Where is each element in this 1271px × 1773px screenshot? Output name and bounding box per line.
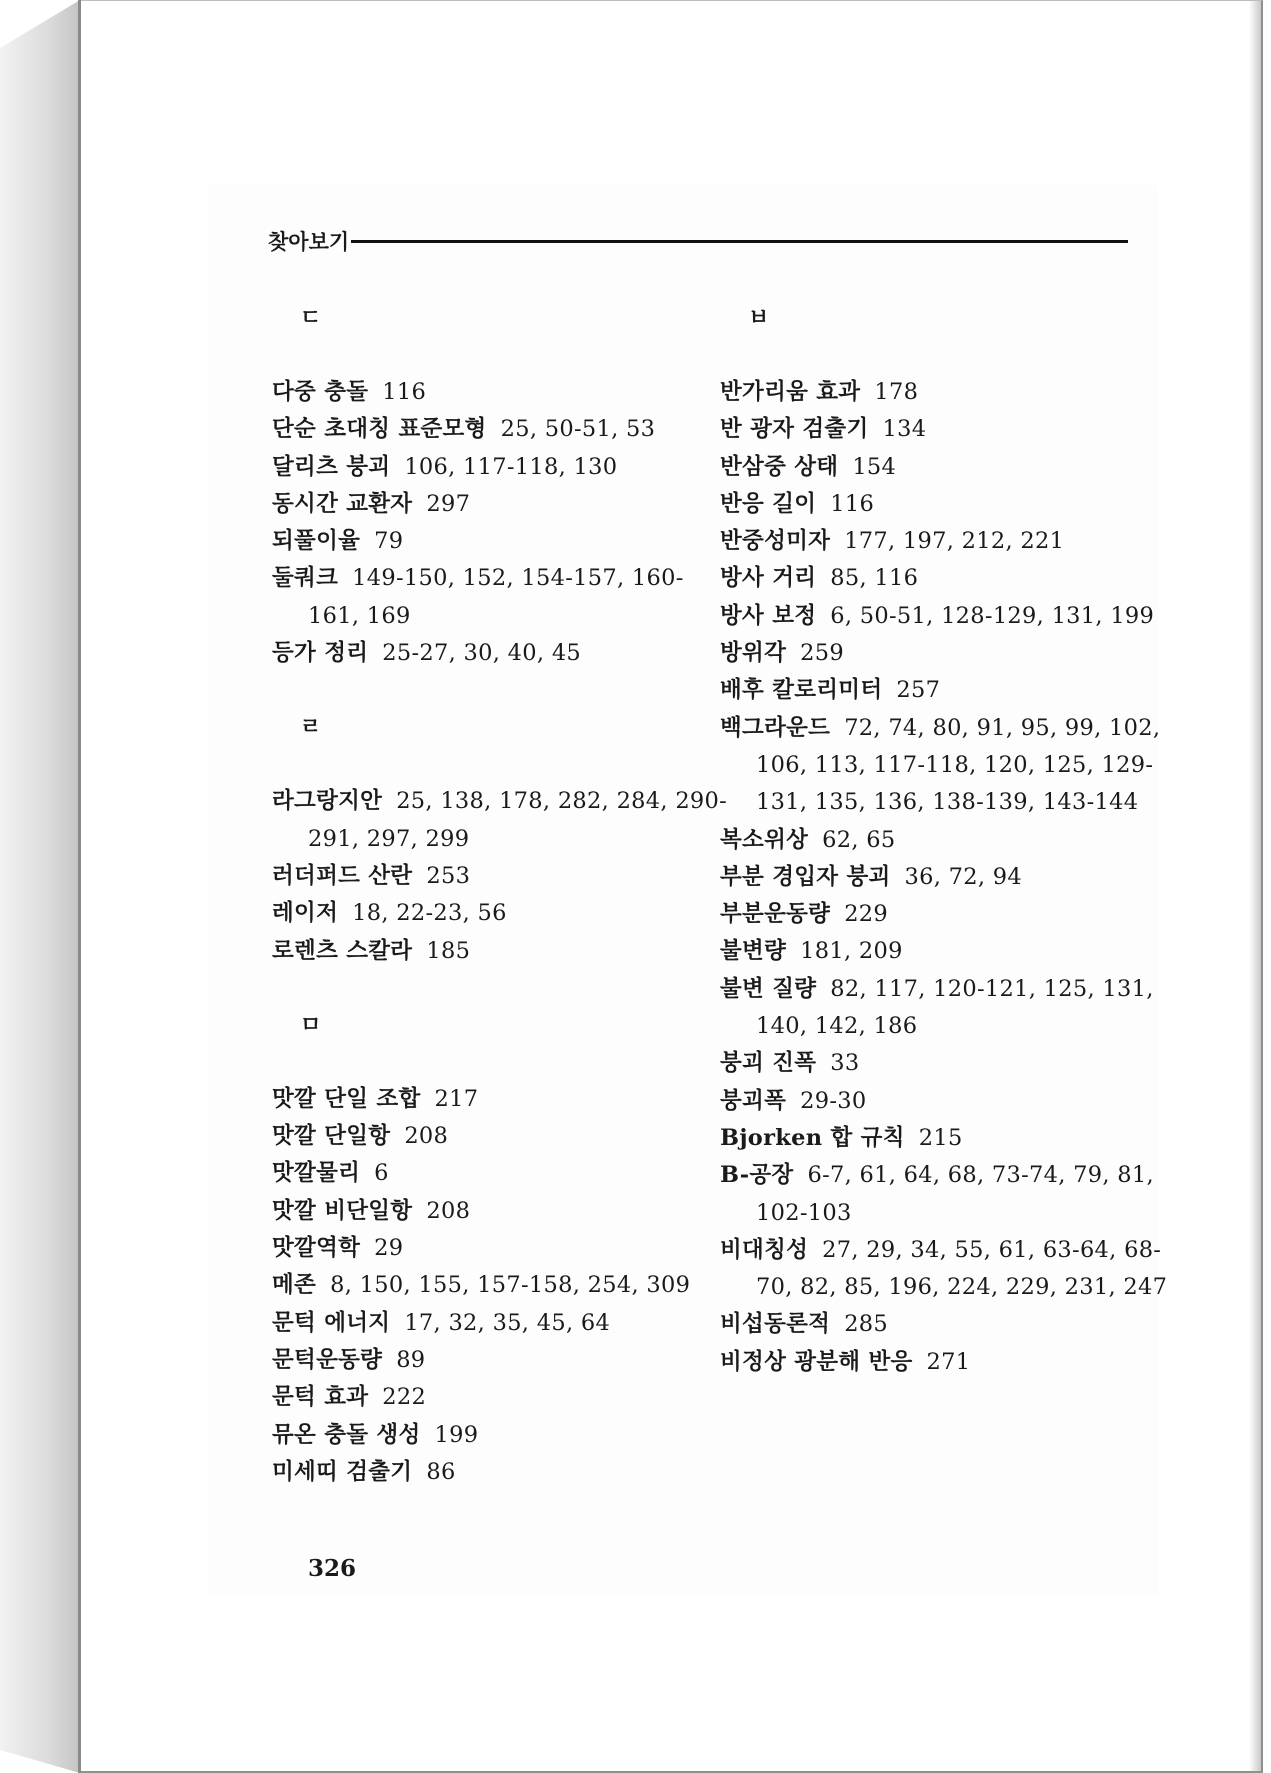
index-entry xyxy=(272,1081,732,1118)
index-entry xyxy=(720,710,1180,822)
entry-term: 맛깔 비단일항 xyxy=(272,1197,413,1224)
entry-term: 메존 xyxy=(272,1272,317,1299)
entry-term: 맛깔 단일항 xyxy=(272,1123,391,1150)
entry-term: 맛깔역학 xyxy=(272,1235,361,1262)
index-entry xyxy=(720,859,1180,896)
index-entry xyxy=(720,449,1180,486)
entry-pages: 149-150, 152, 154-157, 160-161, 169 xyxy=(308,565,684,629)
entry-pages: 177, 197, 212, 221 xyxy=(844,528,1065,555)
entry-pages: 178 xyxy=(874,379,919,405)
index-entry xyxy=(272,783,732,858)
entry-term: 되풀이율 xyxy=(272,528,361,555)
entry-term: 동시간 교환자 xyxy=(272,490,413,517)
entry-term: 등가 정리 xyxy=(272,640,369,667)
entry-term: 비대칭성 xyxy=(720,1236,809,1263)
entry-pages: 259 xyxy=(800,640,844,667)
entry-term: 단순 초대칭 표준모형 xyxy=(272,416,487,443)
entry-term: 배후 칼로리미터 xyxy=(720,677,883,704)
entry-term: 반 광자 검출기 xyxy=(720,416,869,443)
index-entry xyxy=(272,1193,732,1230)
index-column-left xyxy=(272,300,732,1491)
entry-term: 부분운동량 xyxy=(720,901,831,928)
entry-pages: 29-30 xyxy=(800,1087,867,1114)
entry-pages: 6 xyxy=(374,1160,389,1187)
index-entry xyxy=(720,672,1180,709)
index-entry xyxy=(272,1379,732,1416)
entry-pages: 82, 117, 120-121, 125, 131, 140, 142, 186 xyxy=(756,975,1154,1040)
index-entry xyxy=(272,1454,732,1491)
entry-term: 비섭동론적 xyxy=(720,1311,831,1338)
entry-term: 미세띠 검출기 xyxy=(272,1458,413,1485)
entry-pages: 215 xyxy=(918,1124,963,1151)
index-entry xyxy=(272,1267,732,1304)
entry-term: 반삼중 상태 xyxy=(720,453,839,480)
index-entry xyxy=(272,895,732,932)
entry-pages: 72, 74, 80, 91, 95, 99, 102, 106, 113, 117-118, 120, 125, 129-131, 135, 136, 138-139, 143-144 xyxy=(756,714,1161,816)
entry-term: 부분 경입자 붕괴 xyxy=(720,863,891,890)
entry-pages: 36, 72, 94 xyxy=(904,863,1023,890)
entry-term: 백그라운드 xyxy=(720,714,831,741)
section-letter: ㅂ xyxy=(748,306,770,331)
index-entry xyxy=(272,560,732,635)
entry-term: 복소위상 xyxy=(720,826,809,853)
section-letter: ㅁ xyxy=(300,1012,322,1038)
page-number: 326 xyxy=(308,1555,357,1582)
index-entry xyxy=(720,933,1180,970)
index-entry xyxy=(272,486,732,523)
header-title: 찾아보기 xyxy=(268,230,350,254)
section-gap xyxy=(272,970,732,1007)
entry-pages: 62, 65 xyxy=(822,826,896,853)
header-rule xyxy=(351,240,1128,243)
entry-pages: 208 xyxy=(404,1123,449,1150)
index-entry xyxy=(272,933,732,970)
entry-term: 방사 보정 xyxy=(720,602,817,629)
index-entry xyxy=(720,896,1180,933)
entry-pages: 25, 50-51, 53 xyxy=(500,416,656,443)
index-entry xyxy=(720,1344,1180,1381)
entry-term: 문턱 효과 xyxy=(272,1384,369,1411)
entry-pages: 185 xyxy=(426,937,471,964)
entry-pages: 229 xyxy=(844,901,889,928)
entry-pages: 297 xyxy=(426,490,471,517)
entry-term: 라그랑지안 xyxy=(272,788,383,815)
entry-pages: 253 xyxy=(426,862,471,889)
entry-term: 문턱운동량 xyxy=(272,1346,383,1373)
index-entry xyxy=(272,1230,732,1267)
entry-pages: 271 xyxy=(926,1348,971,1375)
index-entry xyxy=(720,635,1180,672)
index-entry xyxy=(272,374,732,411)
entry-pages: 6, 50-51, 128-129, 131, 199 xyxy=(830,602,1155,629)
entry-pages: 199 xyxy=(434,1421,479,1448)
index-entry xyxy=(720,1232,1180,1307)
entry-pages: 18, 22-23, 56 xyxy=(352,900,507,927)
entry-pages: 25-27, 30, 40, 45 xyxy=(382,640,582,667)
entry-pages: 106, 117-118, 130 xyxy=(404,453,618,480)
entry-pages: 116 xyxy=(830,490,875,517)
index-entry xyxy=(720,1045,1180,1082)
index-entry xyxy=(272,411,732,448)
index-entry xyxy=(272,449,732,486)
entry-term: 방위각 xyxy=(720,640,787,667)
index-entry xyxy=(272,1417,732,1454)
running-header xyxy=(268,226,1128,256)
index-entry xyxy=(720,411,1180,448)
entry-pages: 181, 209 xyxy=(800,938,903,965)
entry-pages: 25, 138, 178, 282, 284, 290-291, 297, 299 xyxy=(308,788,728,852)
entry-term: 반가리움 효과 xyxy=(720,379,861,405)
index-entry xyxy=(272,1155,732,1192)
section-gap xyxy=(272,672,732,709)
section-letter: ㄹ xyxy=(300,715,322,741)
entry-term: 방사 거리 xyxy=(720,565,817,592)
index-entry xyxy=(272,1118,732,1155)
entry-term: 비정상 광분해 반응 xyxy=(720,1348,913,1375)
entry-term: 맛깔물리 xyxy=(272,1160,361,1187)
entry-term: 문턱 에너지 xyxy=(272,1309,391,1336)
entry-pages: 85, 116 xyxy=(830,565,919,592)
entry-pages: 154 xyxy=(852,453,897,480)
entry-pages: 29 xyxy=(374,1235,404,1262)
section-letter: ㄷ xyxy=(300,306,322,331)
entry-pages: 116 xyxy=(382,379,427,405)
index-entry xyxy=(720,598,1180,635)
index-entry xyxy=(272,1342,732,1379)
page-edge-shadow xyxy=(1249,1,1261,1771)
entry-term: 레이저 xyxy=(272,900,339,927)
entry-term: Bjorken 합 규칙 xyxy=(720,1124,905,1151)
index-entry xyxy=(272,858,732,895)
entry-term: 뮤온 충돌 생성 xyxy=(272,1421,421,1448)
entry-term: 불변량 xyxy=(720,938,787,965)
entry-pages: 17, 32, 35, 45, 64 xyxy=(404,1309,611,1336)
index-entry xyxy=(272,523,732,560)
entry-pages: 222 xyxy=(382,1384,427,1411)
entry-term: 둘쿼크 xyxy=(272,565,339,592)
index-entry xyxy=(720,486,1180,523)
index-entry xyxy=(720,1120,1180,1157)
entry-pages: 86 xyxy=(426,1458,456,1485)
entry-term: 달리츠 붕괴 xyxy=(272,453,391,480)
entry-pages: 8, 150, 155, 157-158, 254, 309 xyxy=(330,1272,691,1299)
entry-term: 다중 충돌 xyxy=(272,379,369,405)
index-entry xyxy=(720,560,1180,597)
entry-term: 붕괴 진폭 xyxy=(720,1050,817,1077)
entry-pages: 33 xyxy=(830,1050,860,1077)
entry-pages: 89 xyxy=(396,1346,426,1373)
entry-pages: 217 xyxy=(434,1085,479,1112)
index-column-right xyxy=(720,300,1180,1381)
entry-term: 불변 질량 xyxy=(720,975,817,1002)
index-entry xyxy=(272,635,732,672)
entry-term: 러더퍼드 산란 xyxy=(272,862,413,889)
entry-term: 반중성미자 xyxy=(720,528,831,555)
book-spine xyxy=(0,0,81,1773)
entry-pages: 27, 29, 34, 55, 61, 63-64, 68-70, 82, 85, 196, 224, 229, 231, 247 xyxy=(756,1236,1168,1301)
index-entry xyxy=(720,374,1180,411)
index-entry xyxy=(272,1305,732,1342)
entry-pages: 6-7, 61, 64, 68, 73-74, 79, 81, 102-103 xyxy=(756,1162,1154,1226)
index-entry xyxy=(720,822,1180,859)
index-entry xyxy=(720,1306,1180,1343)
entry-term: 붕괴폭 xyxy=(720,1087,787,1114)
entry-pages: 257 xyxy=(896,677,941,704)
entry-pages: 208 xyxy=(426,1197,471,1224)
index-entry xyxy=(720,1157,1180,1232)
entry-pages: 134 xyxy=(882,416,927,443)
entry-term: 맛깔 단일 조합 xyxy=(272,1085,421,1112)
entry-term: B-공장 xyxy=(720,1162,794,1189)
entry-pages: 285 xyxy=(844,1311,889,1338)
index-entry xyxy=(720,1083,1180,1120)
entry-term: 반응 길이 xyxy=(720,490,817,517)
index-entry xyxy=(720,971,1180,1046)
index-entry xyxy=(720,523,1180,560)
entry-term: 로렌츠 스칼라 xyxy=(272,937,413,964)
entry-pages: 79 xyxy=(374,528,404,555)
